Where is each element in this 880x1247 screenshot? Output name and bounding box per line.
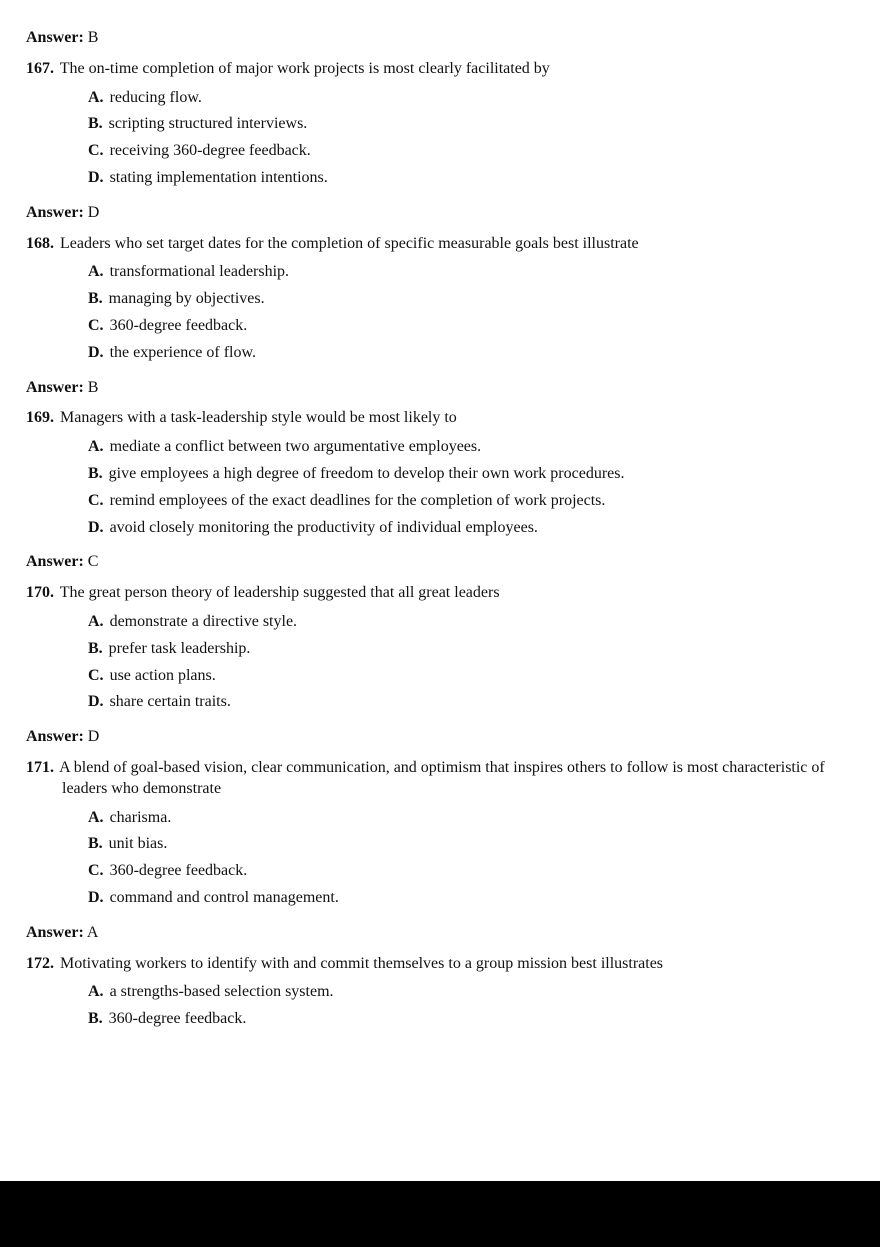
option-letter: B. [88,639,103,657]
options-list [88,88,854,189]
question-text: Leaders who set target dates for the completion of specific measurable goals best illustrate [60,234,639,252]
answer-value: B [87,378,99,396]
option [88,1009,854,1030]
question-number: 168. [26,234,54,252]
option-letter: B. [88,115,103,133]
option [88,464,854,485]
question-number: 169. [26,409,54,427]
option-text: remind employees of the exact deadlines for the completion of work projects. [109,491,606,509]
option-text: mediate a conflict between two argumentative employees. [109,438,482,456]
answer-label: Answer: [26,923,84,941]
question-number: 167. [26,59,54,77]
option-text: share certain traits. [109,693,231,711]
option-letter: C. [88,666,104,684]
options-list [88,437,854,538]
option-letter: A. [88,263,104,281]
question-text: The on-time completion of major work projects is most clearly facilitated by [59,59,550,77]
option [88,289,854,310]
option [88,612,854,633]
option-text: a strengths-based selection system. [109,983,334,1001]
question [26,758,854,800]
option [88,518,854,539]
option [88,262,854,283]
option-text: scripting structured interviews. [108,115,308,133]
option [88,639,854,660]
question [26,583,854,604]
answer-line [26,552,854,573]
option-letter: C. [88,491,104,509]
option [88,88,854,109]
answer-line [26,727,854,748]
answer-label: Answer: [26,29,84,46]
option-text: 360-degree feedback. [108,1010,247,1028]
option-letter: B. [88,464,103,482]
option-letter: A. [88,88,104,106]
option [88,141,854,162]
options-list [88,982,854,1030]
question-text: Managers with a task-leadership style would be most likely to [60,409,457,427]
option-letter: A. [88,983,104,1001]
option-letter: B. [88,835,103,853]
question [26,234,854,255]
option-letter: D. [88,693,104,711]
page-footer-bar [0,1181,880,1247]
option [88,692,854,713]
option-text: the experience of flow. [109,343,257,361]
option-text: stating implementation intentions. [109,168,328,186]
answer-label: Answer: [26,553,84,571]
option-letter: C. [88,316,104,334]
option-text: command and control management. [109,888,339,906]
option-letter: C. [88,142,104,160]
option [88,316,854,337]
option-text: transformational leadership. [109,263,290,281]
option-text: charisma. [109,808,172,826]
question [26,59,854,80]
answer-line [26,378,854,399]
option-letter: D. [88,343,104,361]
option [88,437,854,458]
option-text: prefer task leadership. [108,639,251,657]
options-list [88,262,854,363]
option [88,491,854,512]
question [26,954,854,975]
option [88,343,854,364]
answer-value: B [87,29,99,46]
option-text: give employees a high degree of freedom to develop their own work procedures. [108,464,625,482]
answer-label: Answer: [26,728,84,746]
answer-label: Answer: [26,378,84,396]
option [88,834,854,855]
option-letter: A. [88,612,104,630]
answer-value: D [87,203,100,221]
question [26,408,854,429]
option [88,888,854,909]
answer-value: C [87,553,99,571]
option-text: demonstrate a directive style. [109,612,298,630]
question-text: Motivating workers to identify with and commit themselves to a group mission best illustrates [60,954,664,972]
option-text: 360-degree feedback. [109,862,248,880]
option-letter: B. [88,1010,103,1028]
option [88,168,854,189]
option [88,666,854,687]
answer-line [26,203,854,224]
question-number: 170. [26,584,54,602]
option-text: unit bias. [108,835,168,853]
answer-value: D [87,728,100,746]
option-text: managing by objectives. [108,290,265,308]
option [88,861,854,882]
question-number: 172. [26,954,54,972]
options-list [88,612,854,713]
option-text: receiving 360-degree feedback. [109,142,311,160]
option-text: 360-degree feedback. [109,316,248,334]
option-text: reducing flow. [109,88,202,106]
answer-line [26,923,854,944]
answer-label: Answer: [26,203,84,221]
option-letter: D. [88,888,104,906]
option-letter: B. [88,290,103,308]
answer-value: A [86,923,99,941]
option-letter: D. [88,518,104,536]
option-letter: A. [88,438,104,456]
answer-line [26,28,854,49]
option [88,808,854,829]
option-text: avoid closely monitoring the productivity of individual employees. [109,518,538,536]
question-number: 171. [26,758,54,776]
option-letter: D. [88,168,104,186]
option-letter: A. [88,808,104,826]
option [88,114,854,135]
options-list [88,808,854,909]
question-text: A blend of goal-based vision, clear communication, and optimism that inspires others to follow is most characteristic of leaders who demonstrate [59,758,825,797]
question-text: The great person theory of leadership suggested that all great leaders [59,584,500,602]
option-text: use action plans. [109,666,216,684]
option [88,982,854,1003]
option-letter: C. [88,862,104,880]
